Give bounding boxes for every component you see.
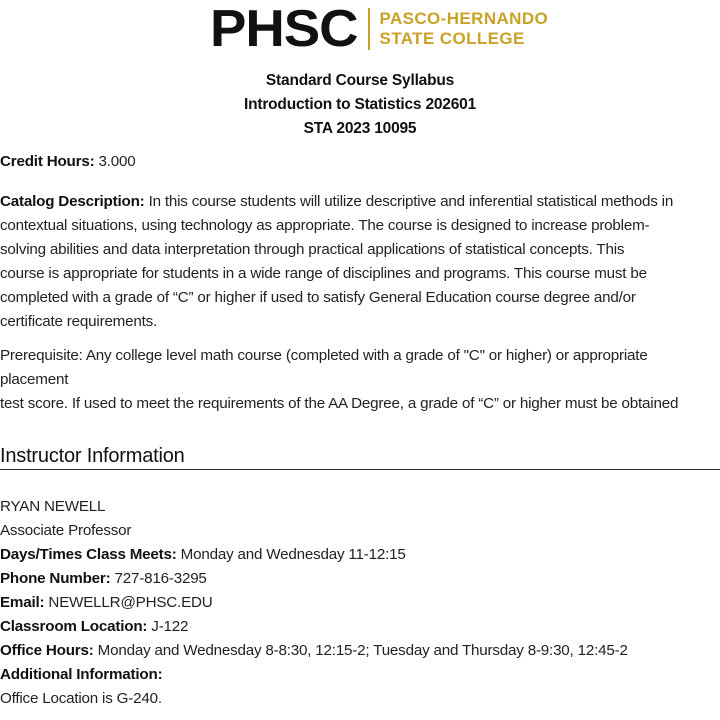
office-hours-value: Monday and Wednesday 8-8:30, 12:15-2; Tuesday and Thursday 8-9:30, 12:45-2 <box>97 642 628 659</box>
class-meets <box>0 543 720 567</box>
logo-divider <box>368 8 370 50</box>
email-label: Email: <box>0 594 45 611</box>
logo-line-1: PASCO-HERNANDO <box>379 9 549 28</box>
catalog-line-4: course is appropriate for students in a wide range of disciplines and programs. This course must be <box>0 265 647 282</box>
office-hours-label: Office Hours: <box>0 642 94 659</box>
catalog-line-5: completed with a grade of “C” or higher if used to satisfy General Education course degree and/or <box>0 289 636 306</box>
instructor-heading: Instructor Information <box>0 443 720 470</box>
prereq-line-3: test score. If used to meet the requirements of the AA Degree, a grade of “C” or higher must be obtained <box>0 395 679 412</box>
instructor-title: Associate Professor <box>0 522 132 539</box>
credit-hours-value: 3.000 <box>98 153 136 170</box>
title-line-1: Standard Course Syllabus <box>265 72 455 89</box>
instructor-name: RYAN NEWELL <box>0 498 106 515</box>
catalog-label: Catalog Description: <box>0 193 145 210</box>
credit-hours-label: Credit Hours: <box>0 153 95 170</box>
prereq-line-2: placement <box>0 371 69 388</box>
syllabus-title <box>0 69 720 141</box>
prerequisite <box>0 344 720 416</box>
catalog-line-6: certificate requirements. <box>0 313 158 330</box>
phone-label: Phone Number: <box>0 570 111 587</box>
title-line-3: STA 2023 10095 <box>303 120 417 137</box>
classroom-label: Classroom Location: <box>0 618 148 635</box>
logo-mark: PHSC <box>210 0 358 58</box>
phone-value: 727-816-3295 <box>114 570 207 587</box>
email-value: NEWELLR@PHSC.EDU <box>48 594 213 611</box>
additional-info-label: Additional Information: <box>0 666 163 683</box>
phone-number <box>0 567 720 591</box>
class-meets-label: Days/Times Class Meets: <box>0 546 177 563</box>
classroom-value: J-122 <box>151 618 189 635</box>
logo-line-2: STATE COLLEGE <box>379 29 525 48</box>
catalog-line-1 <box>0 190 720 214</box>
phsc-logo <box>210 0 549 58</box>
office-location: Office Location is G-240. <box>0 690 162 707</box>
email <box>0 591 720 615</box>
catalog-description <box>0 190 720 334</box>
catalog-line-3: solving abilities and data interpretation through practical applications of statistical concepts. This <box>0 241 625 258</box>
additional-info <box>0 663 720 687</box>
title-line-2: Introduction to Statistics 202601 <box>244 96 476 113</box>
credit-hours <box>0 150 720 174</box>
classroom-location <box>0 615 720 639</box>
office-hours <box>0 639 720 663</box>
prereq-line-1: Prerequisite: Any college level math course (completed with a grade of "C" or higher) or appropriate <box>0 347 648 364</box>
logo-wordmark <box>379 9 548 49</box>
catalog-text-1: In this course students will utilize descriptive and inferential statistical methods in <box>148 193 674 210</box>
instructor-info <box>0 495 720 711</box>
class-meets-value: Monday and Wednesday 11-12:15 <box>180 546 406 563</box>
catalog-line-2: contextual situations, using technology as appropriate. The course is designed to increase problem- <box>0 217 650 234</box>
